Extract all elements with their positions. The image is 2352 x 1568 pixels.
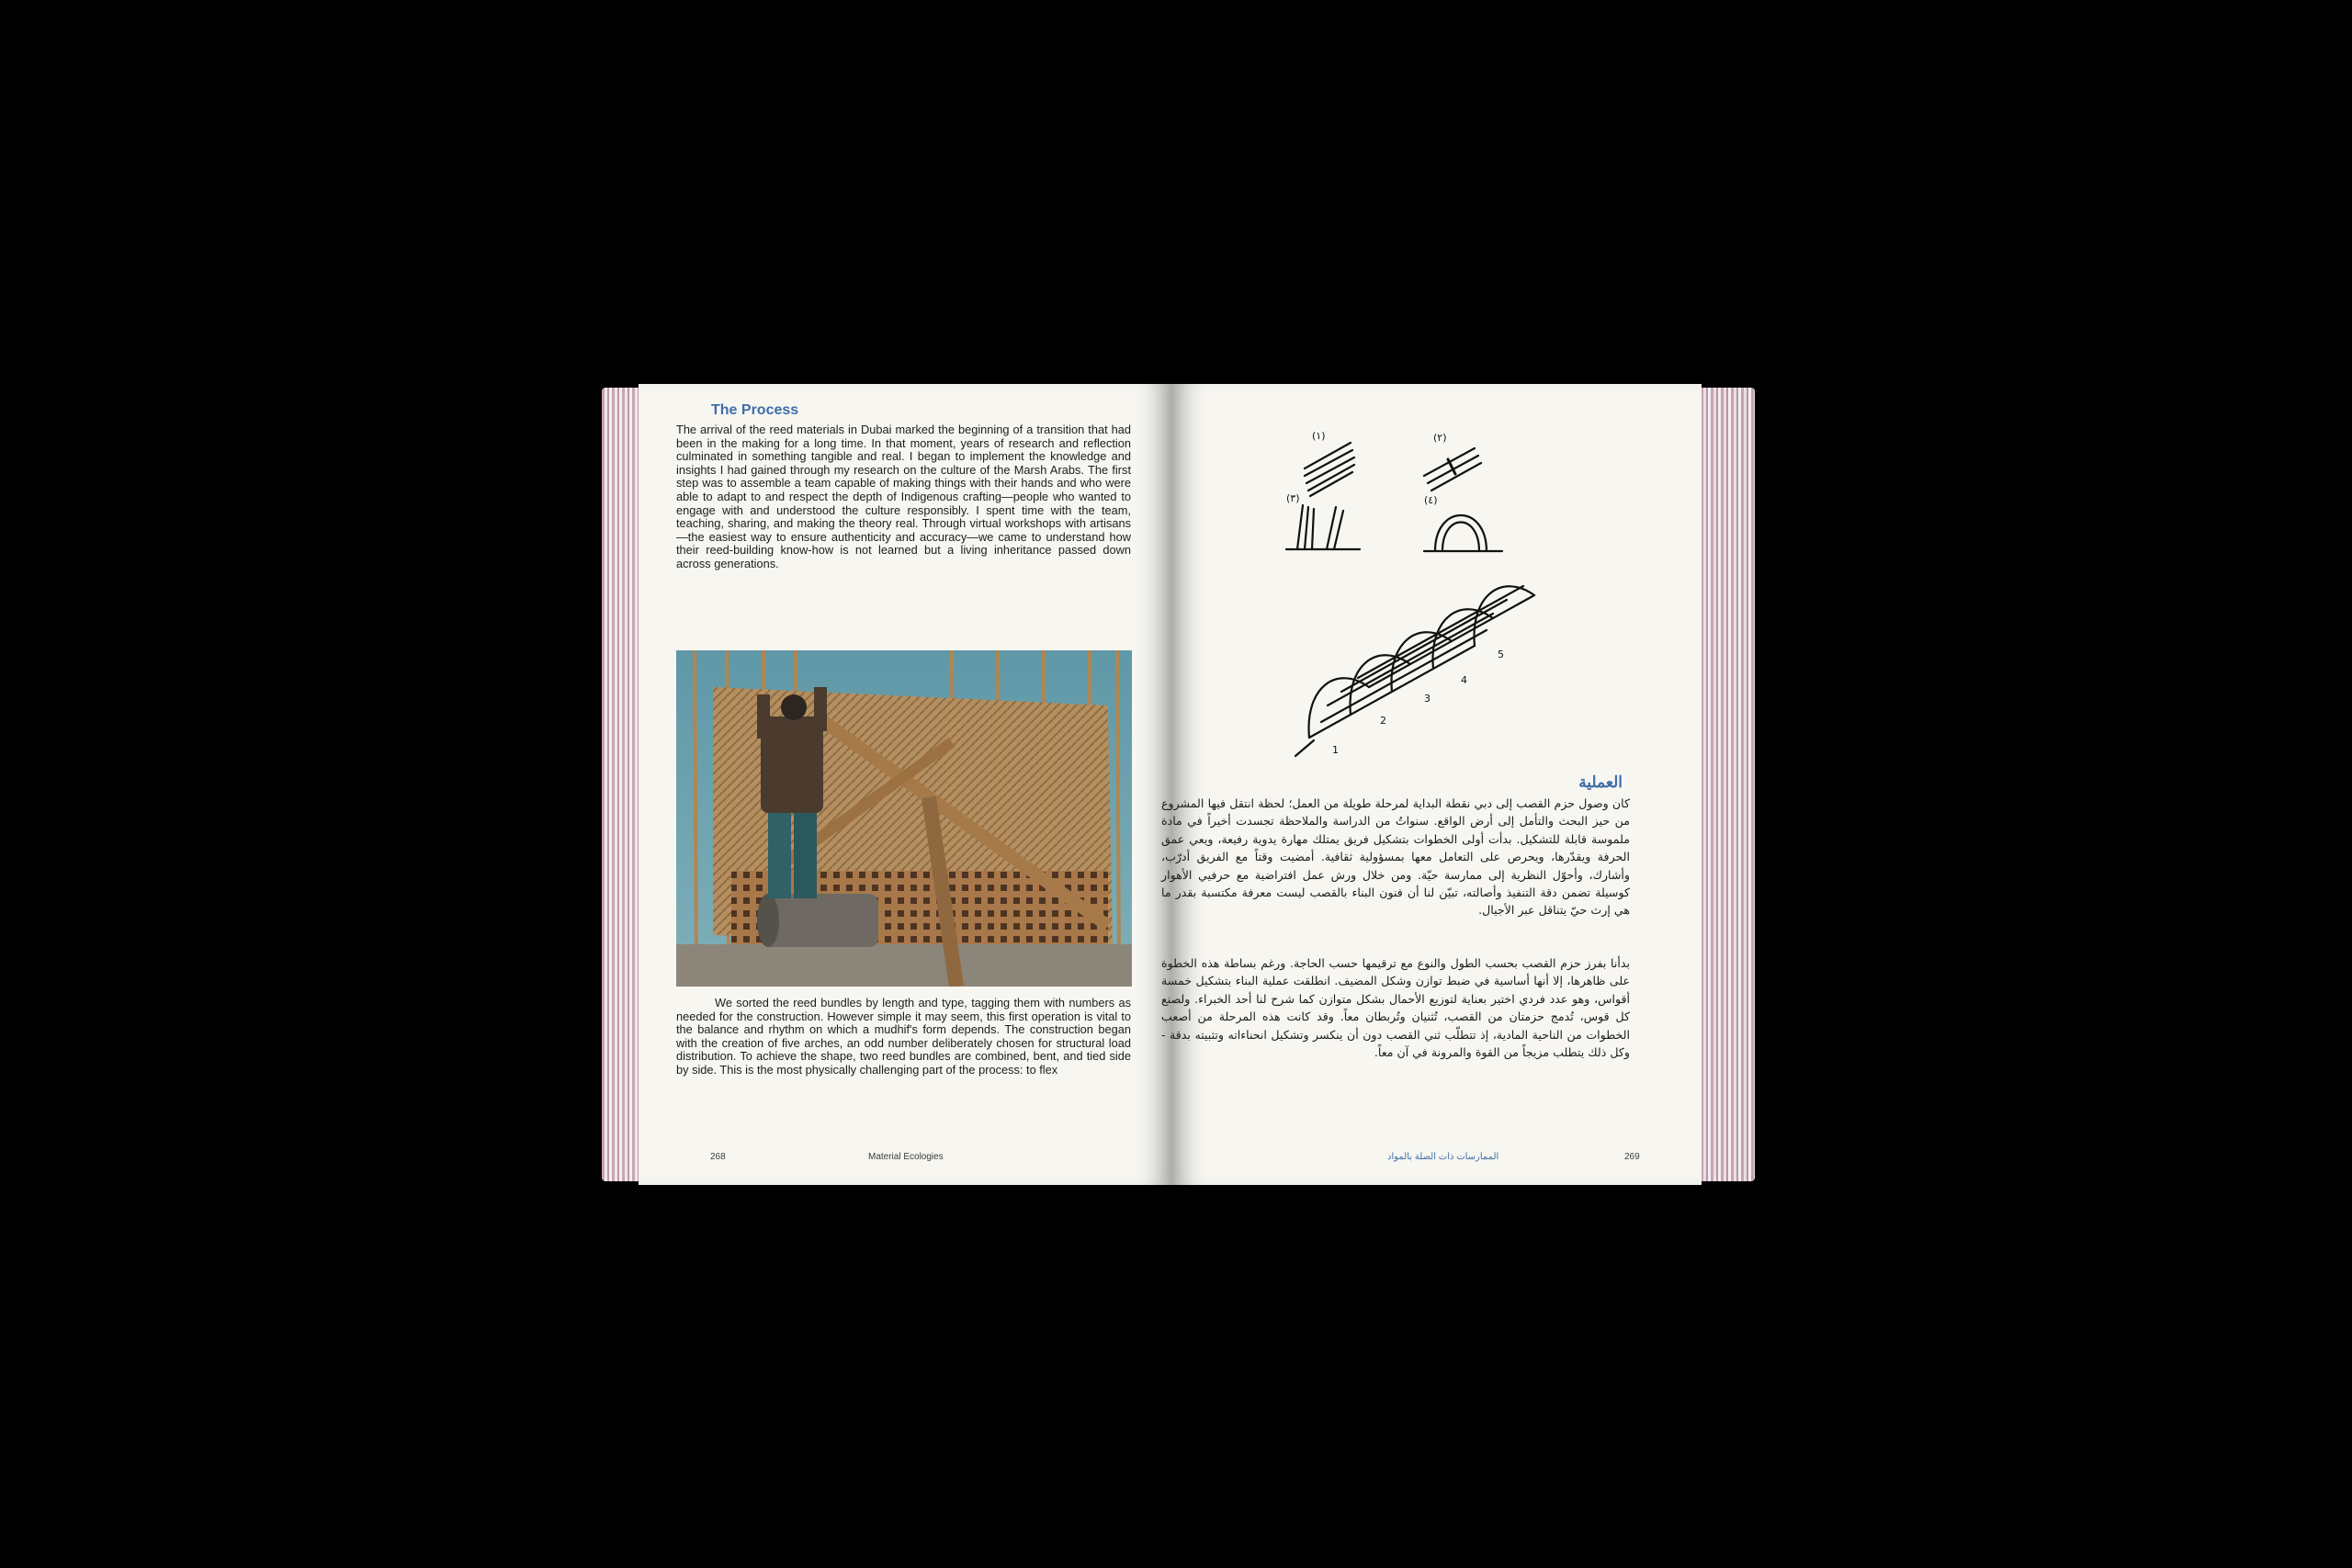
svg-text:(٤): (٤) bbox=[1424, 494, 1438, 506]
right-page bbox=[1161, 384, 1702, 1185]
sketch-label-2: 2 bbox=[1380, 715, 1386, 727]
svg-text:(١): (١) bbox=[1312, 430, 1326, 442]
body-paragraph-ar-2: بدأنا بفرز حزم القصب بحسب الطول والنوع مع ترقيمها حسب الحاجة. ورغم بساطة هذه الخطوة على ظاهرها، إلا أنها أساسية في ضبط توازن وشكل المضيف. انطلقت عملية البناء بتشكيل خمسة أقواس، وهو عدد فردي اختير بعناية لتوزيع الأحمال بشكل متوازن كما شرح لنا أحد الخبراء. ولصنع كل قوس، تُدمج حزمتان من القصب، تُثنيان وتُربطان معاً. وقد كانت هذه المرحلة من أصعب الخطوات من الناحية المادية، إذ تتطلّب ثني القصب دون أن ينكسر وتشكيل انحناءاته وتثبيته بدقة - وكل ذلك يتطلب مزيجاً من القوة والمرونة في آن معاً. bbox=[1161, 956, 1630, 1060]
sketch-label-5: 5 bbox=[1498, 649, 1504, 660]
sketch-label-3: 3 bbox=[1424, 693, 1430, 705]
svg-text:(٣): (٣) bbox=[1286, 492, 1300, 504]
reed-wall-photo bbox=[676, 650, 1132, 987]
open-book bbox=[602, 384, 1755, 1185]
section-heading-ar: العملية bbox=[1578, 773, 1623, 791]
arch-construction-sketches bbox=[1277, 412, 1553, 770]
page-number-right: 269 bbox=[1624, 1152, 1640, 1162]
running-title-right: الممارسات ذات الصلة بالمواد bbox=[1387, 1152, 1499, 1162]
sketch-label-4: 4 bbox=[1461, 674, 1467, 686]
sketch-label-1: 1 bbox=[1332, 744, 1339, 756]
body-paragraph-en-2: We sorted the reed bundles by length and type, tagging them with numbers as needed for the construction. However simple it may seem, this first operation is vital to the balance and rhythm on which a mudhif's form depends. The construction began with the creation of five arches, an odd number deliberately chosen for structural load distribution. To achieve the shape, two reed bundles are combined, bent, and tied side by side. This is the most physically challenging part of the process: to flex bbox=[676, 996, 1131, 1077]
body-paragraph-en-1: The arrival of the reed materials in Dubai marked the beginning of a transition that had been in the making for a long time. In that moment, years of research and reflection culminated in something tangible and real. I began to implement the knowledge and insights I had gained through my research on the culture of the Marsh Arabs. The first step was to assemble a team capable of making things with their hands and who were able to adapt to and respect the depth of Indigenous crafting—people who wanted to engage with and understood the culture responsibly. I spent time with the team, teaching, sharing, and making the theory real. Through virtual workshops with artisans—the easiest way to ensure authenticity and accuracy—we came to understand how their reed-building know-how is not learned but a living inheritance passed down across generations. bbox=[676, 423, 1131, 570]
svg-text:(٢): (٢) bbox=[1433, 432, 1447, 444]
section-heading-en: The Process bbox=[711, 402, 799, 418]
left-page bbox=[639, 384, 1171, 1185]
running-title-left: Material Ecologies bbox=[868, 1152, 944, 1162]
page-edge-right bbox=[1698, 388, 1755, 1181]
page-number-left: 268 bbox=[710, 1152, 726, 1162]
body-paragraph-ar-1: كان وصول حزم القصب إلى دبي نقطة البداية لمرحلة طويلة من العمل؛ لحظة انتقل فيها المشروع من حيز البحث والتأمل إلى أرض الواقع. سنواتٌ من الدراسة والملاحظة تجسدت أخيراً في مادة ملموسة قابلة للتشكيل. بدأت أولى الخطوات بتشكيل فريق يمتلك مهارة يدوية رفيعة، ويعي عمق الحرفة ويقدّرها، ويحرص على التعامل معها بمسؤولية ثقافية. أمضيت وقتاً مع الفريق أدرّب، وأشارك، وأحوّل النظرية إلى ممارسة حيّة. ومن خلال ورش عمل افتراضية مع حرفيي الأهوار كوسيلة تضمن دقة التنفيذ وأصالته، تبيّن لنا أن فنون البناء بالقصب ليست معرفة مكتسبة بقدر ما هي إرث حيّ يتناقل عبر الأجيال. bbox=[1161, 796, 1630, 918]
